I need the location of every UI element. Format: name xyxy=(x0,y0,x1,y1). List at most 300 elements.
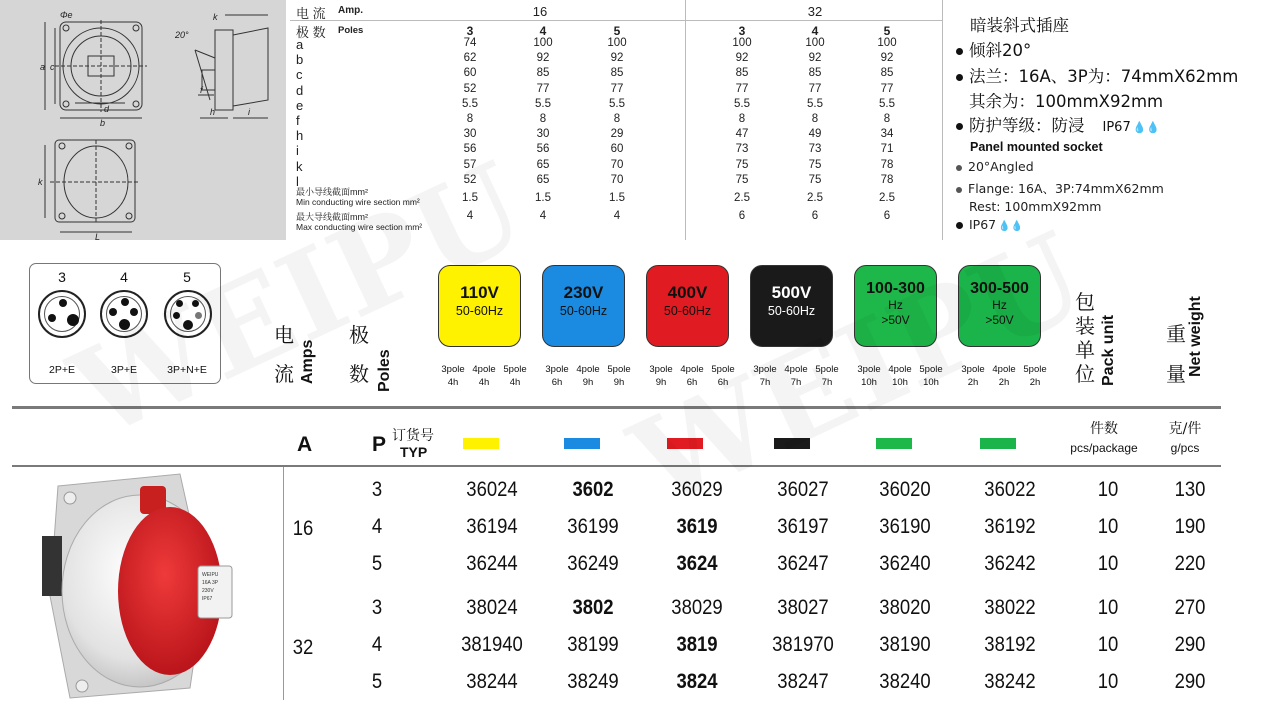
pole-name: 5pole xyxy=(711,364,735,375)
divider xyxy=(942,0,943,240)
dimension-value: 5.5 xyxy=(879,97,895,110)
dimension-value: 8 xyxy=(883,113,891,125)
amps-label-en: Amps xyxy=(299,339,316,384)
pcs-per-package: 10 xyxy=(1097,515,1119,538)
svg-text:Φe: Φe xyxy=(60,10,73,20)
bullet-icon xyxy=(956,187,962,193)
description-angle-cn: 倾斜20° xyxy=(956,37,1031,61)
dimension-value: 73 xyxy=(808,143,822,156)
clock-hour: 9h xyxy=(582,377,594,388)
order-code: 38020 xyxy=(879,596,931,619)
frequency-unit: Hz xyxy=(992,298,1007,312)
max-wire-value: 6 xyxy=(738,210,746,222)
order-code: 3802 xyxy=(572,596,614,619)
svg-text:IP67: IP67 xyxy=(202,596,213,602)
dimension-value: 70 xyxy=(610,173,624,186)
description-protect-cn: 防护等级：防浸 IP67 💧💧 xyxy=(956,112,1160,136)
pin-label-2p-e: 2P+E xyxy=(49,364,75,376)
weight-unit-en: g/pcs xyxy=(1170,441,1200,455)
pole-name: 5pole xyxy=(1023,364,1047,375)
bullet-icon xyxy=(956,123,963,130)
pole-clock-position xyxy=(706,363,740,389)
svg-text:k: k xyxy=(38,177,43,187)
order-code: 36240 xyxy=(879,552,931,575)
dimension-value: 8 xyxy=(466,113,474,125)
clock-hour: 9h xyxy=(613,377,625,388)
dimension-value: 52 xyxy=(463,82,477,95)
dimension-label-f: f xyxy=(296,113,300,128)
dimension-label-a: a xyxy=(296,37,304,52)
order-code: 36242 xyxy=(984,552,1036,575)
table-top-rule xyxy=(12,406,1221,409)
poles-label-cn-1: 极 xyxy=(349,323,369,347)
dimension-value: 85 xyxy=(808,67,822,80)
pole-name: 4pole xyxy=(472,364,496,375)
dimension-value: 30 xyxy=(536,128,550,141)
clock-hour: 10h xyxy=(892,377,908,388)
pole-name: 4pole xyxy=(680,364,704,375)
order-code: 36027 xyxy=(777,478,829,501)
pcs-per-package: 10 xyxy=(1097,478,1119,501)
dimension-value: 100 xyxy=(533,37,553,49)
pole-clock-position xyxy=(467,363,501,389)
pole-header-5: 5 xyxy=(613,24,621,38)
frequency-range: 50-60Hz xyxy=(559,304,608,318)
dimension-label-h: h xyxy=(296,128,304,144)
svg-text:k: k xyxy=(213,12,218,22)
pole-clock-position xyxy=(810,363,844,389)
dimension-value: 8 xyxy=(539,113,547,125)
clock-hour: 9h xyxy=(655,377,667,388)
dimension-value: 8 xyxy=(811,113,819,125)
pole-header-5: 5 xyxy=(883,24,891,38)
voltage-value: 500V xyxy=(771,283,812,302)
order-code: 38022 xyxy=(984,596,1036,619)
pack-label-cn-1: 包 xyxy=(1075,290,1095,314)
net-weight: 290 xyxy=(1174,633,1206,656)
pcs-per-package: 10 xyxy=(1097,552,1119,575)
pole-clock-position xyxy=(540,363,574,389)
weight-label-cn-2: 量 xyxy=(1166,362,1186,386)
frequency-range: 50-60Hz xyxy=(455,304,504,318)
voltage-range: 100-300 xyxy=(866,280,925,297)
order-code: 36249 xyxy=(567,552,619,575)
weight-unit-cn: 克/件 xyxy=(1168,421,1202,437)
order-code: 38027 xyxy=(777,596,829,619)
pole-name: 4pole xyxy=(576,364,600,375)
order-code: 36247 xyxy=(777,552,829,575)
socket-5pin-icon xyxy=(164,290,212,338)
pole-clock-position xyxy=(956,363,990,389)
pack-label-en: Pack unit xyxy=(1100,314,1117,386)
max-wire-value: 4 xyxy=(466,210,474,222)
max-wire-value: 6 xyxy=(883,210,891,222)
min-wire-value: 2.5 xyxy=(879,192,895,204)
divider xyxy=(290,20,942,21)
pole-clock-position xyxy=(436,363,470,389)
pole-header-4: 4 xyxy=(539,24,547,38)
svg-text:f: f xyxy=(200,85,203,95)
pack-label-cn-3: 单 xyxy=(1075,338,1095,362)
dimension-value: 62 xyxy=(463,52,477,65)
voltage-min: >50V xyxy=(881,313,910,327)
pole-name: 3pole xyxy=(441,364,465,375)
dimension-label-i: i xyxy=(296,143,299,159)
weight-label-cn-1: 重 xyxy=(1166,322,1186,346)
dimension-value: 85 xyxy=(536,67,550,80)
dimension-value: 56 xyxy=(463,143,477,156)
clock-hour: 6h xyxy=(551,377,563,388)
dimension-drawing-svg xyxy=(0,0,286,240)
dimension-value: 100 xyxy=(607,37,627,49)
order-code: 3819 xyxy=(676,633,718,656)
order-no-label-en: TYP xyxy=(400,444,428,460)
bullet-icon xyxy=(956,48,963,55)
net-weight: 220 xyxy=(1174,552,1206,575)
socket-4pin-icon xyxy=(100,290,148,338)
svg-text:230V: 230V xyxy=(202,588,214,594)
pole-clock-position xyxy=(914,363,948,389)
current-label-cn: 电 流 xyxy=(296,6,326,21)
order-code: 3624 xyxy=(676,552,718,575)
dimension-value: 8 xyxy=(738,113,746,125)
pole-count: 4 xyxy=(371,633,383,656)
voltage-color-swatch xyxy=(980,438,1016,449)
dimension-value: 34 xyxy=(880,128,894,141)
net-weight: 270 xyxy=(1174,596,1206,619)
pole-clock-position xyxy=(987,363,1021,389)
bullet-icon xyxy=(956,74,963,81)
pole-name: 4pole xyxy=(992,364,1016,375)
max-wire-value: 6 xyxy=(811,210,819,222)
order-code: 36022 xyxy=(984,478,1036,501)
pole-count: 3 xyxy=(371,478,383,501)
svg-text:a: a xyxy=(40,62,46,72)
clock-hour: 2h xyxy=(1029,377,1041,388)
dimension-value: 75 xyxy=(808,158,822,171)
clock-hour: 4h xyxy=(447,377,459,388)
pole-name: 5pole xyxy=(919,364,943,375)
voltage-color-swatch xyxy=(564,438,600,449)
pole-name: 4pole xyxy=(784,364,808,375)
order-code: 3619 xyxy=(676,515,718,538)
dimension-value: 5.5 xyxy=(807,97,823,110)
dimension-value: 49 xyxy=(808,128,822,141)
pole-clock-position xyxy=(498,363,532,389)
dimension-value: 5.5 xyxy=(734,97,750,110)
dimension-label-k: k xyxy=(296,158,303,174)
dimension-drawing xyxy=(0,0,286,240)
pole-name: 5pole xyxy=(503,364,527,375)
order-code: 38249 xyxy=(567,670,619,693)
col-header-p: P xyxy=(372,433,387,456)
poles-label-en: Poles xyxy=(376,349,393,392)
pin-count-5: 5 xyxy=(183,269,191,285)
order-code: 3824 xyxy=(676,670,718,693)
voltage-min: >50V xyxy=(985,313,1014,327)
dimension-value: 73 xyxy=(735,143,749,156)
pin-count-3: 3 xyxy=(58,269,66,285)
order-code: 36194 xyxy=(466,515,518,538)
bullet-icon xyxy=(956,222,963,229)
voltage-value: 110V xyxy=(460,283,499,302)
svg-text:i: i xyxy=(248,107,250,117)
dimension-value: 75 xyxy=(735,173,749,186)
min-wire-value: 2.5 xyxy=(734,192,750,204)
order-code: 36024 xyxy=(466,478,518,501)
description-angle-en: 20°Angled xyxy=(956,159,1034,174)
amps-label-cn-2: 流 xyxy=(274,362,294,386)
amps-label-cn-1: 电 xyxy=(274,323,294,347)
dimension-value: 85 xyxy=(735,67,749,80)
voltage-badge-110v xyxy=(438,265,521,347)
dimension-value: 85 xyxy=(610,67,624,80)
pole-name: 5pole xyxy=(607,364,631,375)
clock-hour: 7h xyxy=(759,377,771,388)
pole-name: 3pole xyxy=(545,364,569,375)
clock-hour: 6h xyxy=(717,377,729,388)
clock-hour: 2h xyxy=(998,377,1010,388)
voltage-color-swatch xyxy=(774,438,810,449)
amp-group-32: 32 xyxy=(807,4,823,19)
dimension-value: 71 xyxy=(880,143,894,156)
order-code: 38199 xyxy=(567,633,619,656)
amp-value-16: 16 xyxy=(292,517,314,540)
pole-count: 5 xyxy=(371,552,383,575)
net-weight: 130 xyxy=(1174,478,1206,501)
pin-configuration-box xyxy=(29,263,221,384)
pole-header-4: 4 xyxy=(811,24,819,38)
dimension-value: 92 xyxy=(735,52,749,65)
order-code: 36199 xyxy=(567,515,619,538)
dimension-value: 70 xyxy=(610,158,624,171)
poles-label-cn: 极 数 xyxy=(296,25,326,40)
clock-hour: 7h xyxy=(821,377,833,388)
pole-name: 3pole xyxy=(961,364,985,375)
pole-clock-position xyxy=(644,363,678,389)
svg-text:16A 3P: 16A 3P xyxy=(202,580,219,586)
divider xyxy=(283,467,284,700)
svg-text:h: h xyxy=(210,107,216,117)
voltage-color-swatch xyxy=(667,438,703,449)
description-title-cn: 暗装斜式插座 xyxy=(970,16,1069,35)
poles-label-cn-2: 数 xyxy=(349,362,369,386)
bullet-icon xyxy=(956,165,962,171)
min-wire-value: 1.5 xyxy=(462,192,478,204)
dimension-value: 65 xyxy=(536,173,550,186)
pack-label-cn-4: 位 xyxy=(1075,362,1095,386)
pole-clock-position xyxy=(602,363,636,389)
order-code: 3602 xyxy=(572,478,614,501)
pcs-per-package: 10 xyxy=(1097,596,1119,619)
dimension-value: 78 xyxy=(880,173,894,186)
svg-text:WEIPU: WEIPU xyxy=(202,572,219,578)
dimension-value: 8 xyxy=(613,113,621,125)
order-code: 381940 xyxy=(461,633,523,656)
dimension-label-d: d xyxy=(296,82,304,98)
description-title-en: Panel mounted socket xyxy=(970,140,1103,154)
dimension-value: 92 xyxy=(808,52,822,65)
order-code: 38029 xyxy=(671,596,723,619)
frequency-range: 50-60Hz xyxy=(767,304,816,318)
pin-label-3p-e: 3P+E xyxy=(111,364,137,376)
description-flange-en: Flange: 16A、3P:74mmX62mm xyxy=(956,179,1164,197)
pole-count: 4 xyxy=(371,515,383,538)
pole-clock-position xyxy=(852,363,886,389)
description-ip-en: IP67 💧💧 xyxy=(956,217,1023,232)
pin-label-3p-n-e: 3P+N+E xyxy=(167,364,207,376)
order-code: 36197 xyxy=(777,515,829,538)
pole-name: 3pole xyxy=(753,364,777,375)
pole-clock-position xyxy=(1018,363,1052,389)
dimension-value: 92 xyxy=(610,52,624,65)
pole-count: 3 xyxy=(371,596,383,619)
dimension-value: 60 xyxy=(610,143,624,156)
clock-hour: 7h xyxy=(790,377,802,388)
pole-clock-position xyxy=(883,363,917,389)
dimension-value: 77 xyxy=(880,82,894,95)
net-weight: 190 xyxy=(1174,515,1206,538)
dimension-value: 60 xyxy=(463,67,477,80)
voltage-badge-300-500 xyxy=(958,265,1041,347)
dimension-label-c: c xyxy=(296,67,303,83)
pcs-label-en: pcs/package xyxy=(1070,441,1138,455)
description-rest-cn: 其余为：100mmX92mm xyxy=(969,92,1164,111)
order-code: 381970 xyxy=(772,633,834,656)
svg-text:b: b xyxy=(100,118,106,128)
dimension-label-b: b xyxy=(296,52,304,68)
dimension-label-e: e xyxy=(296,97,304,113)
dimension-value: 77 xyxy=(735,82,749,95)
voltage-badge-400v xyxy=(646,265,729,347)
max-wire-label: 最大导线截面mm² Max conducting wire section mm² xyxy=(296,212,423,232)
socket-illustration xyxy=(0,466,282,700)
pole-header-3: 3 xyxy=(738,24,746,38)
dimension-value: 75 xyxy=(808,173,822,186)
dimension-value: 47 xyxy=(735,128,749,141)
voltage-badge-500v xyxy=(750,265,833,347)
clock-hour: 4h xyxy=(478,377,490,388)
voltage-value: 230V xyxy=(563,283,604,302)
order-code: 38242 xyxy=(984,670,1036,693)
order-no-label-cn: 订货号 xyxy=(392,428,434,444)
order-code: 36020 xyxy=(879,478,931,501)
max-wire-value: 4 xyxy=(613,210,621,222)
order-code: 38024 xyxy=(466,596,518,619)
current-label-en: Amp. xyxy=(338,5,363,16)
voltage-badge-100-300 xyxy=(854,265,937,347)
divider xyxy=(685,0,686,240)
dimension-value: 52 xyxy=(463,173,477,186)
pack-label-cn-2: 装 xyxy=(1075,314,1095,338)
order-code: 36244 xyxy=(466,552,518,575)
pole-header-3: 3 xyxy=(466,24,474,38)
pin-count-4: 4 xyxy=(120,269,128,285)
pole-clock-position xyxy=(779,363,813,389)
pole-clock-position xyxy=(748,363,782,389)
dimension-value: 92 xyxy=(880,52,894,65)
dimension-value: 77 xyxy=(536,82,550,95)
dimension-value: 74 xyxy=(463,37,477,49)
pcs-per-package: 10 xyxy=(1097,633,1119,656)
dimension-value: 100 xyxy=(805,37,825,49)
description-rest-en: Rest: 100mmX92mm xyxy=(969,199,1102,214)
order-code: 38190 xyxy=(879,633,931,656)
pole-name: 3pole xyxy=(857,364,881,375)
pole-clock-position xyxy=(675,363,709,389)
dimension-value: 5.5 xyxy=(535,97,551,110)
amp-group-16: 16 xyxy=(532,4,548,19)
net-weight: 290 xyxy=(1174,670,1206,693)
pole-name: 4pole xyxy=(888,364,912,375)
min-wire-value: 1.5 xyxy=(609,192,625,204)
svg-text:d: d xyxy=(104,104,110,114)
dimension-value: 78 xyxy=(880,158,894,171)
max-wire-value: 4 xyxy=(539,210,547,222)
voltage-range: 300-500 xyxy=(970,280,1029,297)
pole-clock-position xyxy=(571,363,605,389)
amp-value-32: 32 xyxy=(292,636,314,659)
voltage-color-swatch xyxy=(463,438,499,449)
pole-count: 5 xyxy=(371,670,383,693)
water-drops-icon: 💧💧 xyxy=(1132,121,1161,134)
order-code: 38192 xyxy=(984,633,1036,656)
description-flange-cn: 法兰：16A、3P为：74mmX62mm xyxy=(956,63,1238,87)
dimension-value: 57 xyxy=(463,158,477,171)
product-photo xyxy=(0,466,282,700)
order-code: 36190 xyxy=(879,515,931,538)
min-wire-value: 2.5 xyxy=(807,192,823,204)
water-drops-icon: 💧💧 xyxy=(998,221,1024,232)
order-code: 36029 xyxy=(671,478,723,501)
voltage-color-swatch xyxy=(876,438,912,449)
svg-text:L: L xyxy=(95,232,101,240)
frequency-unit: Hz xyxy=(888,298,903,312)
order-code: 36192 xyxy=(984,515,1036,538)
dimension-value: 85 xyxy=(880,67,894,80)
clock-hour: 10h xyxy=(923,377,939,388)
svg-text:20°: 20° xyxy=(175,30,189,40)
pole-name: 3pole xyxy=(649,364,673,375)
clock-hour: 10h xyxy=(861,377,877,388)
clock-hour: 2h xyxy=(967,377,979,388)
dimension-value: 29 xyxy=(610,128,624,141)
dimension-value: 5.5 xyxy=(609,97,625,110)
min-wire-label: 最小导线截面mm² Min conducting wire section mm² xyxy=(296,187,420,207)
poles-label-en: Poles xyxy=(338,25,364,36)
order-code: 38240 xyxy=(879,670,931,693)
dimension-value: 75 xyxy=(735,158,749,171)
dimension-value: 56 xyxy=(536,143,550,156)
dimension-value: 77 xyxy=(808,82,822,95)
svg-text:c: c xyxy=(50,62,55,72)
frequency-range: 50-60Hz xyxy=(663,304,712,318)
order-code: 38244 xyxy=(466,670,518,693)
dimension-value: 77 xyxy=(610,82,624,95)
dimension-value: 65 xyxy=(536,158,550,171)
voltage-value: 400V xyxy=(667,283,708,302)
socket-3pin-icon xyxy=(38,290,86,338)
pcs-label-cn: 件数 xyxy=(1090,421,1118,437)
dimension-value: 92 xyxy=(536,52,550,65)
dimension-value: 100 xyxy=(877,37,897,49)
order-code: 38247 xyxy=(777,670,829,693)
dimension-value: 100 xyxy=(732,37,752,49)
pole-name: 5pole xyxy=(815,364,839,375)
dimension-value: 30 xyxy=(463,128,477,141)
col-header-a: A xyxy=(297,433,313,456)
min-wire-value: 1.5 xyxy=(535,192,551,204)
